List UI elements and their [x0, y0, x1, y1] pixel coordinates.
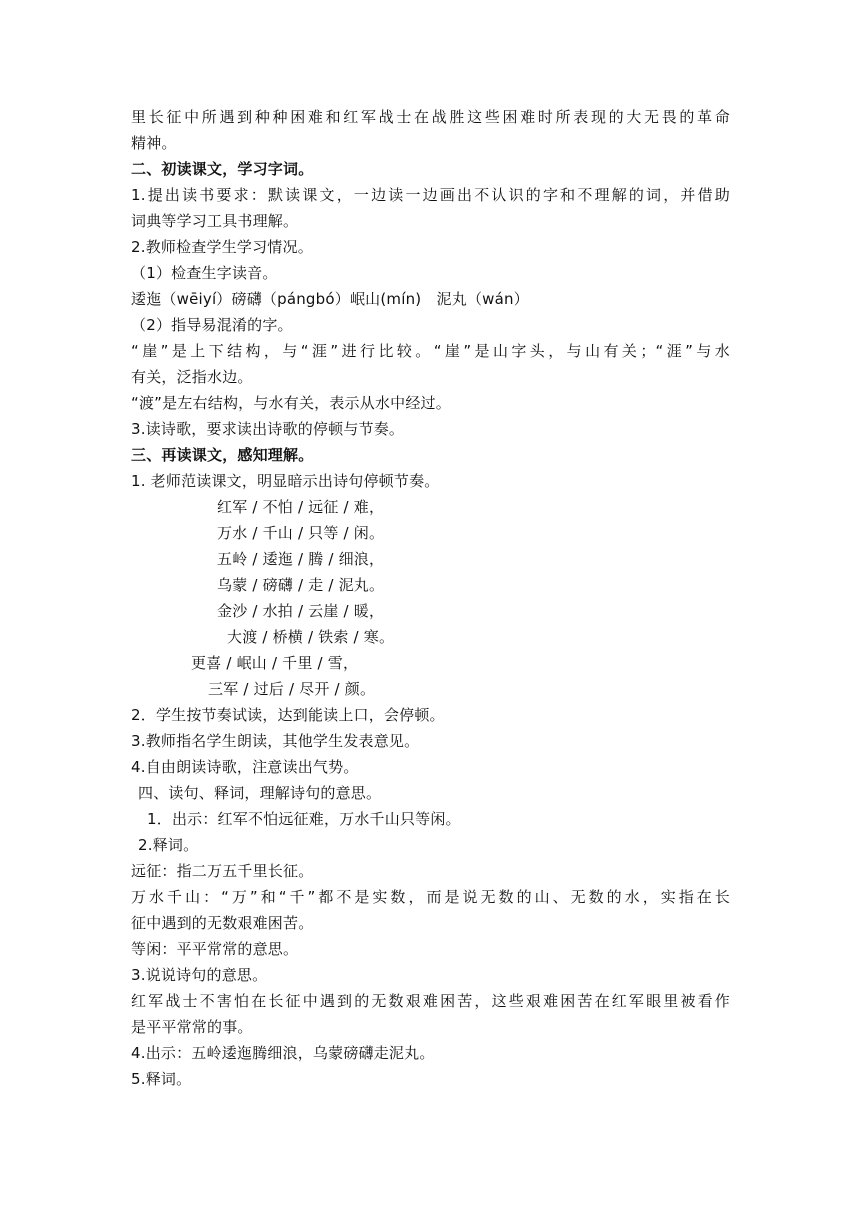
body-line: 远征：指二万五千里长征。 [131, 862, 314, 880]
body-line: 3.教师指名学生朗读，其他学生发表意见。 [131, 732, 420, 750]
body-line: 精神。 [131, 134, 177, 152]
body-line: 里长征中所遇到种种困难和红军战士在战胜这些困难时所表现的大无畏的革命 [131, 108, 730, 126]
body-line: 1. 老师范读课文，明显暗示出诗句停顿节奏。 [131, 472, 440, 490]
body-line: “崖”是上下结构，与“涯”进行比较。“崖”是山字头，与山有关；“涯”与水 [131, 342, 730, 360]
body-line: 词典等学习工具书理解。 [131, 212, 299, 230]
poem-line: 乌蒙 / 磅礴 / 走 / 泥丸。 [217, 576, 385, 594]
body-line: 红军战士不害怕在长征中遇到的无数艰难困苦，这些艰难困苦在红军眼里被看作 [131, 992, 730, 1010]
body-line: （1）检查生字读音。 [131, 264, 278, 282]
body-line: （2）指导易混淆的字。 [131, 316, 293, 334]
poem-line: 五岭 / 逶迤 / 腾 / 细浪， [217, 550, 385, 568]
section-heading: 二、初读课文，学习字词。 [131, 160, 314, 178]
poem-line: 更喜 / 岷山 / 千里 / 雪， [191, 654, 359, 672]
body-line: 2.释词。 [138, 836, 199, 854]
body-line: 1.提出读书要求：默读课文，一边读一边画出不认识的字和不理解的词，并借助 [131, 186, 730, 204]
poem-line: 大渡 / 桥横 / 铁索 / 寒。 [227, 628, 395, 646]
section-heading: 四、读句、释词，理解诗句的意思。 [138, 784, 382, 802]
pinyin-line: 逶迤（wēiyí）磅礴（pángbó）岷山(mín) 泥丸（wán） [131, 290, 529, 308]
body-line: 是平平常常的事。 [131, 1018, 253, 1036]
body-line: 2.教师检查学生学习情况。 [131, 238, 313, 256]
body-line: 万水千山：“万”和“千”都不是实数，而是说无数的山、无数的水，实指在长 [131, 888, 730, 906]
section-heading: 三、再读课文，感知理解。 [131, 446, 314, 464]
body-line: 2．学生按节奏试读，达到能读上口，会停顿。 [131, 706, 445, 724]
body-line: 4.自由朗读诗歌，注意读出气势。 [131, 758, 359, 776]
body-line: 3.读诗歌，要求读出诗歌的停顿与节奏。 [131, 420, 405, 438]
body-line: 5.释词。 [131, 1070, 192, 1088]
body-line: 3.说说诗句的意思。 [131, 966, 268, 984]
poem-line: 金沙 / 水拍 / 云崖 / 暖， [217, 602, 385, 620]
body-line: 4.出示：五岭逶迤腾细浪，乌蒙磅礴走泥丸。 [131, 1044, 435, 1062]
poem-line: 三军 / 过后 / 尽开 / 颜。 [208, 680, 376, 698]
poem-line: 万水 / 千山 / 只等 / 闲。 [217, 524, 385, 542]
body-line: 1．出示：红军不怕远征难，万水千山只等闲。 [147, 810, 461, 828]
body-line: 有关，泛指水边。 [131, 368, 253, 386]
body-line: “渡”是左右结构，与水有关，表示从水中经过。 [131, 394, 451, 412]
poem-line: 红军 / 不怕 / 远征 / 难， [217, 498, 385, 516]
body-line: 征中遇到的无数艰难困苦。 [131, 914, 314, 932]
body-line: 等闲：平平常常的意思。 [131, 940, 299, 958]
